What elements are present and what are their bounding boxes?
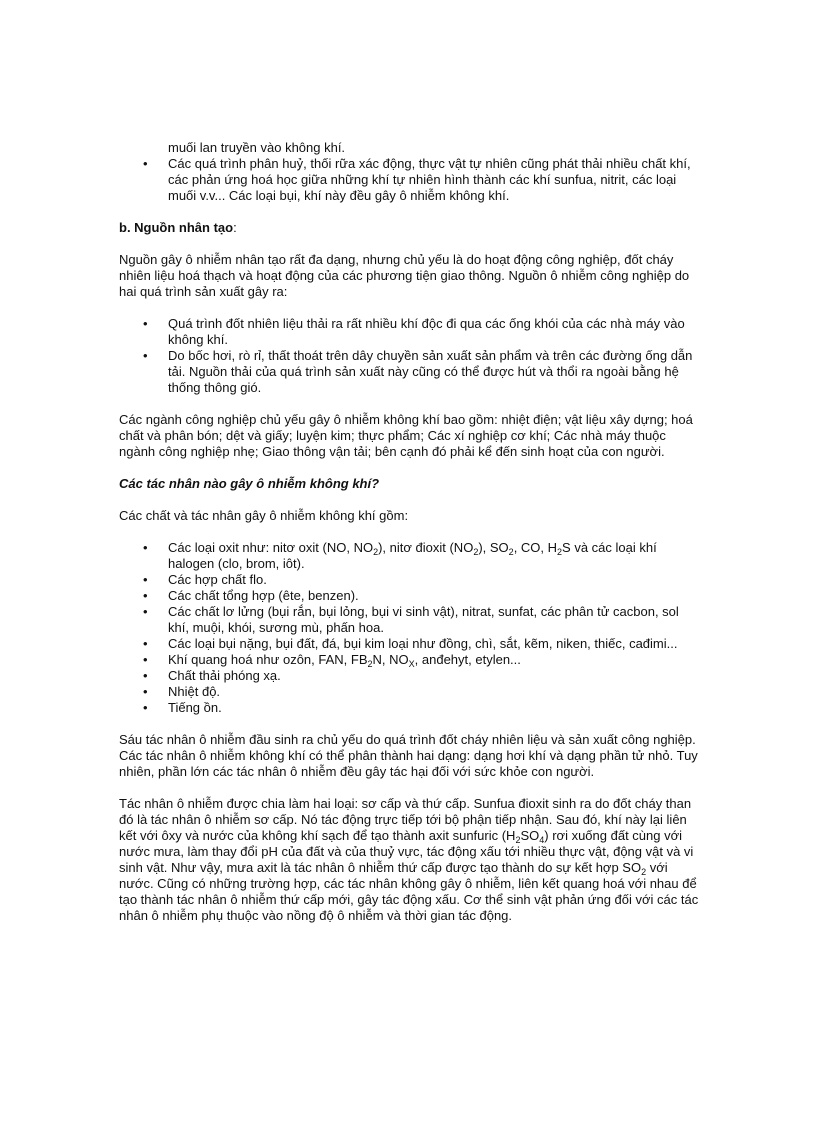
industrial-processes-list bbox=[119, 316, 699, 396]
text-span: , anđehyt, etylen... bbox=[414, 652, 521, 667]
list-item: • Các chất tổng hợp (ête, benzen). bbox=[119, 588, 699, 604]
subscript: 2 bbox=[367, 659, 373, 669]
list-item-oxides bbox=[119, 540, 699, 572]
text-span: , CO, H bbox=[513, 540, 558, 555]
text-span: S và các loại khí halogen (clo, brom, iôt). bbox=[168, 540, 657, 571]
paragraph-artificial-sources: Nguồn gây ô nhiễm nhân tạo rất đa dạng, nhưng chủ yếu là do hoạt động công nghiệp, đốt cháy nhiên liệu hoá thạch và hoạt động của các phương tiện giao thông. Nguồn ô nhiễm công nghiệp do hai quá trình sản xuất gây ra: bbox=[119, 252, 690, 299]
heading-text: b. Nguồn nhân tạo bbox=[119, 220, 234, 235]
subscript: 2 bbox=[508, 547, 514, 557]
text-span: ) rơi xuống đất cùng với nước mưa, làm thay đổi pH của đất và của thuỷ vực, tác động xấu tới nhiều thực vật, động vật và vi sinh vật. Như vậy, mưa axit là tác nhân ô nhiễm thứ cấp được tạo thành do sự kết hợp SO bbox=[119, 828, 694, 875]
list-item: • Chất thải phóng xạ. bbox=[119, 668, 699, 684]
list-item: • Các loại bụi nặng, bụi đất, đá, bụi kim loại như đồng, chì, sắt, kẽm, niken, thiếc, cađimi... bbox=[119, 636, 699, 652]
section-heading-agents: Các tác nhân nào gây ô nhiễm không khí? bbox=[119, 476, 380, 491]
list-item: • Tiếng ồn. bbox=[119, 700, 699, 716]
natural-sources-list bbox=[119, 156, 699, 204]
subscript: 2 bbox=[557, 547, 563, 557]
list-item: • Các hợp chất flo. bbox=[119, 572, 699, 588]
text-span: với nước. Cũng có những trường hợp, các tác nhân không gây ô nhiễm, liên kết quang hoá với nhau để tạo thành tác nhân ô nhiễm thứ cấp mới, gây tác động xấu. Cơ thể sinh vật phản ứng đối với các tác nhân ô nhiễm phụ thuộc vào nồng độ ô nhiễm và thời gian tác động. bbox=[119, 860, 699, 923]
list-item-photochemical bbox=[119, 652, 699, 668]
subscript: 2 bbox=[515, 835, 521, 845]
text-span: Tác nhân ô nhiễm được chia làm hai loại: sơ cấp và thứ cấp. Sunfua đioxit sinh ra do đốt cháy than đó là tác nhân ô nhiễm sơ cấp. Nó tác động trực tiếp tới bộ phận tiếp nhận. Sau đó, khí này lại liên kết với ôxy và nước của không khí sạch để tạo thành axit sunfuric (H bbox=[119, 796, 692, 843]
list-item: • Nhiệt độ. bbox=[119, 684, 699, 700]
text-span: SO bbox=[520, 828, 540, 843]
list-item: • Do bốc hơi, rò rỉ, thất thoát trên dây chuyền sản xuất sản phẩm và trên các đường ống dẫn tải. Nguồn thải của quá trình sản xuất này cũng có thể được hút và thổi ra ngoài bằng hệ thống thông gió. bbox=[119, 348, 699, 396]
paragraph-industries: Các ngành công nghiệp chủ yếu gây ô nhiễm không khí bao gồm: nhiệt điện; vật liệu xây dựng; hoá chất và phân bón; dệt và giấy; luyện kim; thực phẩm; Các xí nghiệp cơ khí; Các nhà máy thuộc ngành công nghiệp nhẹ; Giao thông vận tải; bên cạnh đó phải kể đến sinh hoạt của con người. bbox=[119, 412, 693, 459]
subscript: 2 bbox=[641, 867, 647, 877]
heading-suffix: : bbox=[233, 220, 237, 235]
list-item: • Các quá trình phân huỷ, thối rữa xác động, thực vật tự nhiên cũng phát thải nhiều chất khí, các phản ứng hoá học giữa những khí tự nhiên hình thành các khí sunfua, nitrit, các loại muối v.v... Các loại bụi, khí này đều gây ô nhiễm không khí. bbox=[119, 156, 699, 204]
list-item-continuation: muối lan truyền vào không khí. bbox=[168, 140, 346, 155]
pollutants-list bbox=[119, 540, 699, 716]
list-item: • Quá trình đốt nhiên liệu thải ra rất nhiều khí độc đi qua các ống khói của các nhà máy vào không khí. bbox=[119, 316, 699, 348]
paragraph-six-agents: Sáu tác nhân ô nhiễm đầu sinh ra chủ yếu do quá trình đốt cháy nhiên liệu và sản xuất công nghiệp. Các tác nhân ô nhiễm không khí có thể phân thành hai dạng: dạng hơi khí và dạng phần tử nhỏ. Tuy nhiên, phần lớn các tác nhân ô nhiễm đều gây tác hại đối với sức khỏe con người. bbox=[119, 732, 698, 779]
text-span: ), SO bbox=[478, 540, 509, 555]
text-span: ), nitơ đioxit (NO bbox=[378, 540, 474, 555]
text-span: Khí quang hoá như ozôn, FAN, FB bbox=[168, 652, 368, 667]
paragraph-agents-intro: Các chất và tác nhân gây ô nhiễm không khí gồm: bbox=[119, 508, 409, 523]
paragraph-primary-secondary bbox=[119, 796, 699, 924]
document-content bbox=[119, 140, 699, 940]
subscript: 2 bbox=[373, 547, 379, 557]
subscript: 2 bbox=[473, 547, 479, 557]
text-span: Các loại oxit như: nitơ oxit (NO, NO bbox=[168, 540, 374, 555]
text-span: N, NO bbox=[372, 652, 409, 667]
subscript: 4 bbox=[539, 835, 545, 845]
section-heading-artificial bbox=[119, 220, 699, 236]
subscript: X bbox=[408, 659, 415, 669]
list-item: • Các chất lơ lửng (bụi rắn, bụi lỏng, bụi vi sinh vật), nitrat, sunfat, các phân tử cacbon, sol khí, muội, khói, sương mù, phấn hoa. bbox=[119, 604, 699, 636]
